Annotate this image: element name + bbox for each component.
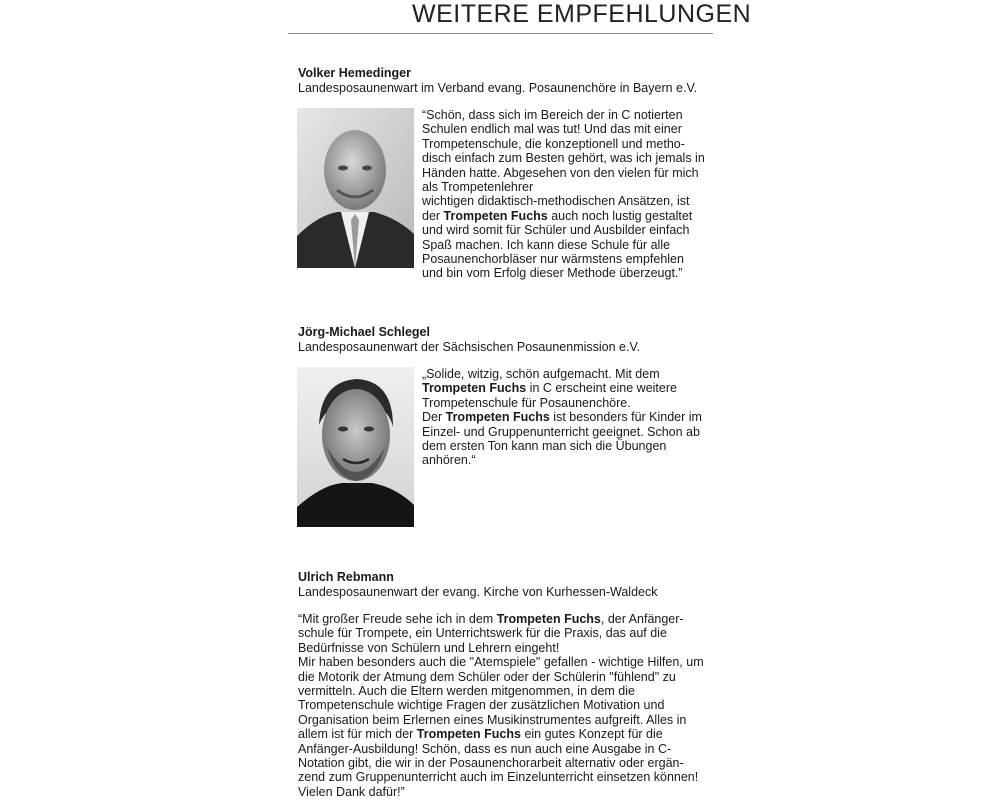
quote-line: „Solide, witzig, schön aufgemacht. Mit dem xyxy=(422,367,660,381)
quote-line: Bedürfnisse von Schülern und Lehrern eingeht! xyxy=(298,640,560,655)
quote-line: Posaunenchorbläser nur wärmstens empfehlen xyxy=(422,252,684,267)
quote-line: Der Trompeten Fuchs ist besonders für Kinder im xyxy=(422,410,702,425)
quote-line: vermitteln. Auch die Eltern werden mitgenommen, in dem die xyxy=(298,684,635,699)
quote-line: Mir haben besonders auch die "Atemspiele" gefallen - wichtige Hilfen, um xyxy=(298,655,704,670)
testimonial-1-quote xyxy=(422,108,705,281)
testimonial-3-role: Landesposaunenwart der evang. Kirche von Kurhessen-Waldeck xyxy=(298,585,658,599)
portrait-volker-hemedinger xyxy=(297,108,414,268)
quote-line: schule für Trompete, ein Unterrichtswerk für die Praxis, das auf die xyxy=(298,626,667,641)
quote-line: Trompetenschule, die konzeptionell und metho- xyxy=(422,136,685,151)
quote-line: Trompetenschule für Posaunenchöre. xyxy=(422,395,631,410)
quote-line: die Motorik der Atmung dem Schüler oder der Schülerin "fühlend" zu xyxy=(298,669,676,684)
quote-line: Notation gibt, die wir in der Posaunenchorarbeit alternativ oder ergän- xyxy=(298,756,684,771)
quote-line: Organisation beim Erlernen eines Musikinstrumentes aufgreift. Alles in xyxy=(298,712,687,727)
quote-line: anhören.“ xyxy=(422,453,476,468)
heading-divider xyxy=(288,33,713,34)
portrait-joerg-michael-schlegel xyxy=(297,367,414,527)
quote-line: dem ersten Ton kann man sich die Übungen xyxy=(422,439,667,454)
quote-line: und bin vom Erfolg dieser Methode überzeugt.” xyxy=(422,266,683,281)
testimonial-3-name: Ulrich Rebmann xyxy=(298,570,394,584)
quote-line: Händen hatte. Abgesehen von den vielen für mich xyxy=(422,165,699,180)
quote-line: und wird somit für Schüler und Ausbilder einfach xyxy=(422,223,690,238)
quote-line: “Schön, dass sich im Bereich der in C notierten xyxy=(422,108,683,122)
quote-line: der Trompeten Fuchs auch noch lustig gestaltet xyxy=(422,208,693,223)
quote-line: Vielen Dank dafür!” xyxy=(298,784,405,799)
quote-line: Schulen endlich mal was tut! Und das mit einer xyxy=(422,122,682,137)
portrait-2-illustration xyxy=(297,367,414,527)
quote-line: Trompeten Fuchs in C erscheint eine weitere xyxy=(422,381,677,396)
quote-line: Anfänger-Ausbildung! Schön, dass es nun auch eine Ausgabe in C- xyxy=(298,741,672,756)
quote-line: Einzel- und Gruppenunterricht geeignet. Schon ab xyxy=(422,424,700,439)
portrait-1-illustration xyxy=(297,108,414,268)
testimonial-2-name: Jörg-Michael Schlegel xyxy=(298,325,430,339)
testimonial-1-name: Volker Hemedinger xyxy=(298,66,412,80)
page-heading: WEITERE EMPFEHLUNGEN xyxy=(412,0,752,28)
quote-line: allem ist für mich der Trompeten Fuchs ein gutes Konzept für die xyxy=(298,727,663,742)
testimonial-3-quote xyxy=(298,612,704,799)
quote-line: zend zum Gruppenunterricht auch im Einzelunterricht einsetzen können! xyxy=(298,770,699,785)
quote-line: Trompetenschule wichtige Fragen der zusätzlichen Motivation und xyxy=(298,698,665,713)
quote-line: Spaß machen. Ich kann diese Schule für alle xyxy=(422,237,671,252)
testimonial-1-role: Landesposaunenwart im Verband evang. Posaunenchöre in Bayern e.V. xyxy=(298,81,698,95)
quote-line: disch einfach zum Besten gehört, was ich jemals in xyxy=(422,151,705,166)
quote-line: als Trompetenlehrer xyxy=(422,180,534,195)
testimonial-2-quote xyxy=(422,367,702,468)
quote-line: “Mit großer Freude sehe ich in dem Trompeten Fuchs, der Anfänger- xyxy=(298,612,684,626)
quote-line: wichtigen didaktisch-methodischen Ansätzen, ist xyxy=(422,194,690,209)
testimonial-2-role: Landesposaunenwart der Sächsischen Posaunenmission e.V. xyxy=(298,340,641,354)
